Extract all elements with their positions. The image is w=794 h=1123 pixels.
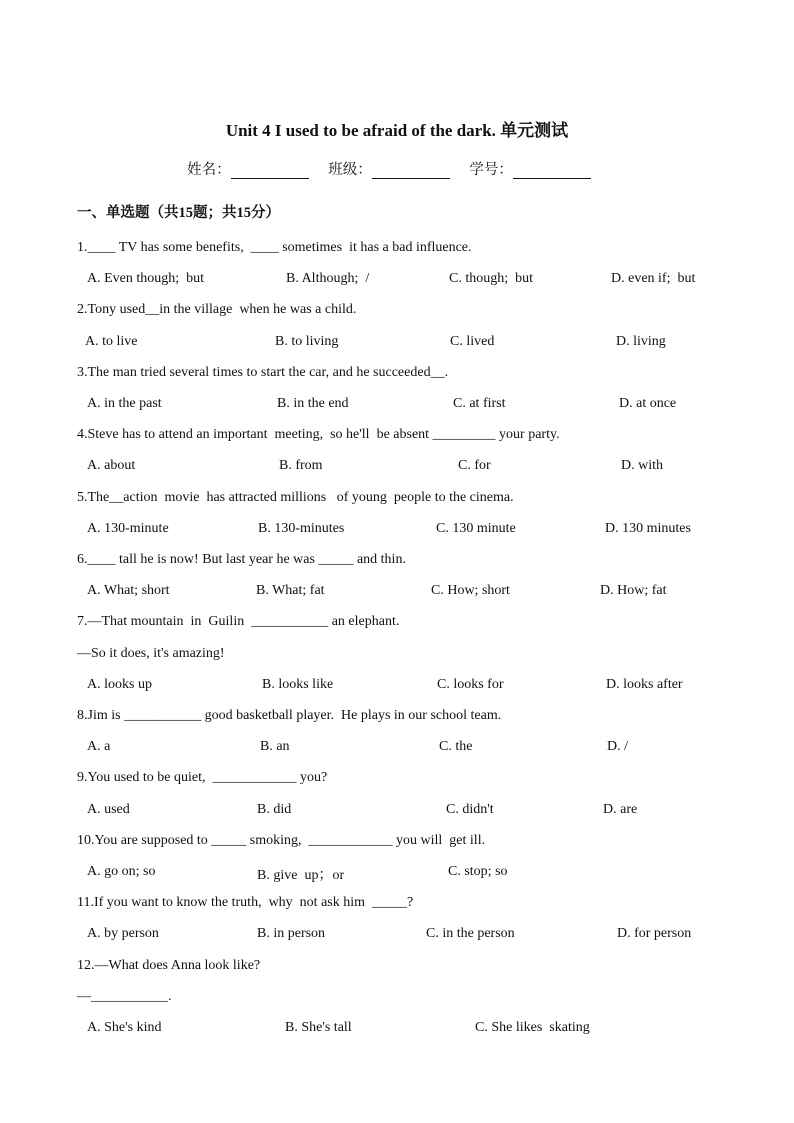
option-5c: C. 130 minute	[436, 521, 516, 536]
question-5: 5.The__action movie has attracted millions of young people to the cinema.	[77, 490, 514, 505]
option-2c: C. lived	[450, 334, 495, 349]
option-7a: A. looks up	[87, 677, 152, 692]
option-4d: D. with	[621, 458, 663, 473]
option-3d: D. at once	[619, 396, 677, 411]
option-5d: D. 130 minutes	[605, 521, 691, 536]
option-6c: C. How; short	[431, 583, 510, 598]
question-12: 12.—What does Anna look like?	[77, 958, 261, 973]
option-10a: A. go on; so	[87, 864, 156, 879]
option-9b: B. did	[257, 802, 292, 817]
option-7b: B. looks like	[262, 677, 334, 692]
class-label: 班级：	[328, 162, 372, 178]
question-11: 11.If you want to know the truth, why not ask him _____?	[77, 895, 414, 910]
option-3b: B. in the end	[277, 396, 349, 411]
question-7-reply: —So it does, it's amazing!	[77, 646, 225, 661]
option-1c: C. though; but	[449, 271, 534, 286]
id-blank[interactable]	[513, 164, 591, 179]
question-2: 2.Tony used__in the village when he was a child.	[77, 302, 357, 317]
page-title: Unit 4 I used to be afraid of the dark. 单元测试	[225, 121, 569, 140]
option-8b: B. an	[260, 739, 290, 754]
question-6: 6.____ tall he is now! But last year he was _____ and thin.	[77, 552, 406, 567]
option-5b: B. 130-minutes	[258, 521, 345, 536]
option-9d: D. are	[603, 802, 638, 817]
option-11d: D. for person	[617, 926, 692, 941]
option-2b: B. to living	[275, 334, 339, 349]
option-12b: B. She's tall	[285, 1020, 352, 1035]
question-10: 10.You are supposed to _____ smoking, ____________ you will get ill.	[77, 833, 486, 848]
question-7: 7.—That mountain in Guilin ___________ an elephant.	[77, 614, 400, 629]
option-3a: A. in the past	[87, 396, 162, 411]
option-9c: C. didn't	[446, 802, 494, 817]
question-8: 8.Jim is ___________ good basketball player. He plays in our school team.	[77, 708, 502, 723]
option-4c: C. for	[458, 458, 491, 473]
option-4b: B. from	[279, 458, 323, 473]
option-8d: D. /	[607, 739, 628, 754]
option-12a: A. She's kind	[87, 1020, 162, 1035]
option-6a: A. What; short	[87, 583, 170, 598]
option-8c: C. the	[439, 739, 473, 754]
question-9: 9.You used to be quiet, ____________ you?	[77, 770, 328, 785]
student-info	[0, 158, 794, 179]
name-blank[interactable]	[231, 164, 309, 179]
option-9a: A. used	[87, 802, 130, 817]
question-12-reply: —___________.	[77, 989, 172, 1004]
option-5a: A. 130-minute	[87, 521, 169, 536]
option-2d: D. living	[616, 334, 666, 349]
option-7d: D. looks after	[606, 677, 683, 692]
option-12c: C. She likes skating	[475, 1020, 590, 1035]
option-2a: A. to live	[85, 334, 138, 349]
question-3: 3.The man tried several times to start the car, and he succeeded__.	[77, 365, 449, 380]
option-1a: A. Even though; but	[87, 271, 205, 286]
option-11b: B. in person	[257, 926, 326, 941]
option-7c: C. looks for	[437, 677, 504, 692]
option-10c: C. stop; so	[448, 864, 508, 879]
question-4: 4.Steve has to attend an important meeting, so he'll be absent _________ your party.	[77, 427, 560, 442]
option-1b: B. Although; /	[286, 271, 370, 286]
section-heading: 一、单选题（共15题；共15分）	[77, 205, 280, 221]
name-label: 姓名：	[187, 162, 231, 178]
option-6b: B. What; fat	[256, 583, 325, 598]
id-label: 学号：	[469, 162, 513, 178]
option-11a: A. by person	[87, 926, 159, 941]
option-10b: B. give up；or	[257, 868, 345, 883]
option-3c: C. at first	[453, 396, 506, 411]
option-11c: C. in the person	[426, 926, 515, 941]
question-1: 1.____ TV has some benefits, ____ sometimes it has a bad influence.	[77, 240, 472, 255]
option-8a: A. a	[87, 739, 111, 754]
option-4a: A. about	[87, 458, 136, 473]
class-blank[interactable]	[372, 164, 450, 179]
option-1d: D. even if; but	[611, 271, 696, 286]
option-6d: D. How; fat	[600, 583, 667, 598]
